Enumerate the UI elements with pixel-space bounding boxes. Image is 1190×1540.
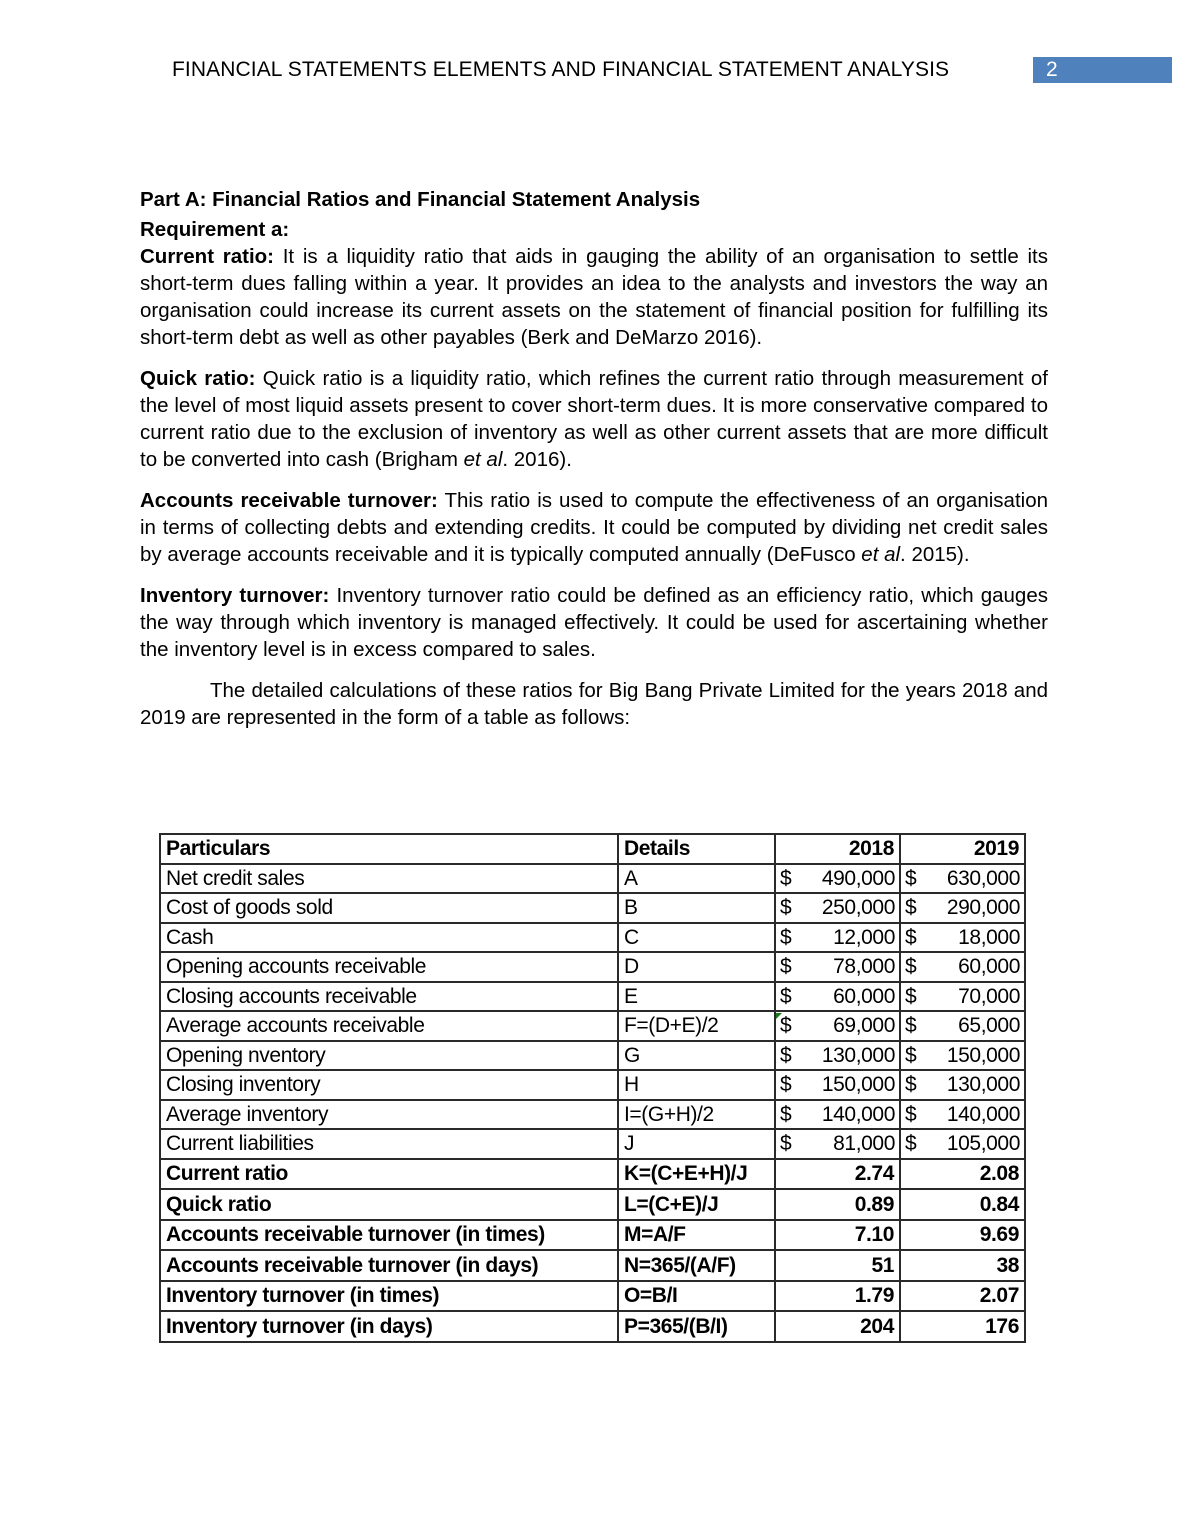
cell-detail: O=B/I — [618, 1281, 775, 1312]
page-header — [0, 57, 1190, 83]
cell-2019 — [900, 864, 1025, 894]
table-row — [160, 1311, 1025, 1342]
cell-2019 — [900, 1011, 1025, 1041]
currency-symbol: $ — [780, 984, 792, 1008]
cell-particular: Opening accounts receivable — [160, 952, 618, 982]
table-row — [160, 1220, 1025, 1251]
cell-value: 290,000 — [946, 896, 1020, 920]
cell-particular: Average accounts receivable — [160, 1011, 618, 1041]
cell-2018: 0.89 — [775, 1189, 900, 1220]
citation-etal: et al — [463, 448, 503, 471]
cell-2018: 204 — [775, 1311, 900, 1342]
cell-2019: 176 — [900, 1311, 1025, 1342]
cell-2019 — [900, 1100, 1025, 1130]
currency-symbol: $ — [780, 955, 792, 979]
definition-text: It is a liquidity ratio that aids in gauging the ability of an organisation to settle its short-term dues falling within a year. It provides an idea to the analysts and investors the way an organisation could increase its current assets on the statement of financial position for fulfilling its short-term debt as well as other payables (Berk and DeMarzo 2016). — [140, 245, 1048, 349]
currency-symbol: $ — [905, 1043, 917, 1067]
currency-symbol: $ — [905, 1102, 917, 1126]
table-row — [160, 1281, 1025, 1312]
table-row — [160, 1100, 1025, 1130]
citation-etal: et al — [861, 543, 901, 566]
cell-value: 69,000 — [833, 1014, 895, 1038]
cell-value: 130,000 — [946, 1073, 1020, 1097]
currency-symbol: $ — [905, 955, 917, 979]
cell-value: 105,000 — [946, 1132, 1020, 1156]
cell-detail: F=(D+E)/2 — [618, 1011, 775, 1041]
table-row — [160, 1070, 1025, 1100]
cell-value: 130,000 — [821, 1043, 895, 1067]
currency-symbol: $ — [905, 866, 917, 890]
table-header-row — [160, 834, 1025, 864]
table-row — [160, 982, 1025, 1012]
cell-particular: Cash — [160, 923, 618, 953]
currency-symbol: $ — [780, 866, 792, 890]
term-current-ratio: Current ratio: — [140, 245, 275, 268]
cell-value: 60,000 — [833, 984, 895, 1008]
cell-value: 81,000 — [833, 1132, 895, 1156]
currency-symbol: $ — [780, 1102, 792, 1126]
currency-symbol: $ — [905, 1132, 917, 1156]
table-row — [160, 1011, 1025, 1041]
paragraph-inventory-turnover — [140, 582, 1048, 663]
currency-symbol: $ — [780, 1073, 792, 1097]
cell-2018 — [775, 893, 900, 923]
cell-particular: Inventory turnover (in times) — [160, 1281, 618, 1312]
paragraph-table-intro: The detailed calculations of these ratios for Big Bang Private Limited for the years 2018 and 2019 are represented in the form of a table as follows: — [140, 679, 1048, 729]
cell-particular: Cost of goods sold — [160, 893, 618, 923]
requirement-heading: Requirement a: — [140, 218, 290, 241]
cell-2018 — [775, 1129, 900, 1159]
cell-detail: E — [618, 982, 775, 1012]
definition-text: This ratio is used to compute the effectiveness of an organisation in terms of collecting debts and extending credits. It could be computed by dividing net credit sales by average accounts receivable and it is typically computed annually (DeFusco — [140, 489, 1048, 566]
currency-symbol: $ — [905, 1014, 917, 1038]
currency-symbol: $ — [780, 1043, 792, 1067]
currency-symbol: $ — [780, 1014, 792, 1038]
running-header-title: FINANCIAL STATEMENTS ELEMENTS AND FINANCIAL STATEMENT ANALYSIS — [172, 58, 950, 81]
cell-2018 — [775, 982, 900, 1012]
cell-value: 490,000 — [821, 866, 895, 890]
definition-text: Quick ratio is a liquidity ratio, which refines the current ratio through measurement of the level of most liquid assets present to cover short-term dues. It is more conservative compared to current ratio due to the exclusion of inventory as well as other current assets that are more difficult to be converted into cash (Brigham — [140, 367, 1048, 471]
header-2018: 2018 — [775, 834, 900, 864]
cell-2019 — [900, 1129, 1025, 1159]
table-row — [160, 1129, 1025, 1159]
cell-2019 — [900, 923, 1025, 953]
cell-value: 140,000 — [821, 1102, 895, 1126]
header-particulars: Particulars — [160, 834, 618, 864]
cell-detail: P=365/(B/I) — [618, 1311, 775, 1342]
cell-particular: Average inventory — [160, 1100, 618, 1130]
cell-detail: N=365/(A/F) — [618, 1250, 775, 1281]
term-inventory-turnover: Inventory turnover: — [140, 584, 330, 607]
cell-value: 78,000 — [833, 955, 895, 979]
cell-value: 65,000 — [958, 1014, 1020, 1038]
cell-value: 150,000 — [946, 1043, 1020, 1067]
cell-detail: G — [618, 1041, 775, 1071]
cell-2018 — [775, 923, 900, 953]
term-quick-ratio: Quick ratio: — [140, 367, 256, 390]
table-row — [160, 1189, 1025, 1220]
cell-2019: 38 — [900, 1250, 1025, 1281]
cell-particular: Closing inventory — [160, 1070, 618, 1100]
currency-symbol: $ — [905, 984, 917, 1008]
cell-value: 12,000 — [833, 925, 895, 949]
header-2019: 2019 — [900, 834, 1025, 864]
cell-2019 — [900, 1041, 1025, 1071]
cell-2019 — [900, 952, 1025, 982]
cell-particular: Quick ratio — [160, 1189, 618, 1220]
citation-tail: . 2015). — [900, 543, 970, 566]
table-row — [160, 864, 1025, 894]
cell-detail: J — [618, 1129, 775, 1159]
cell-particular: Opening nventory — [160, 1041, 618, 1071]
cell-2018: 1.79 — [775, 1281, 900, 1312]
currency-symbol: $ — [780, 896, 792, 920]
cell-2018 — [775, 1041, 900, 1071]
cell-particular: Current ratio — [160, 1159, 618, 1190]
ratio-table — [159, 833, 1026, 1343]
citation-tail: . 2016). — [502, 448, 572, 471]
cell-2018 — [775, 952, 900, 982]
cell-value: 150,000 — [821, 1073, 895, 1097]
cell-detail: K=(C+E+H)/J — [618, 1159, 775, 1190]
table-row — [160, 1041, 1025, 1071]
header-details: Details — [618, 834, 775, 864]
cell-detail: A — [618, 864, 775, 894]
cell-2019 — [900, 1070, 1025, 1100]
currency-symbol: $ — [780, 1132, 792, 1156]
cell-2018 — [775, 1100, 900, 1130]
cell-2018: 51 — [775, 1250, 900, 1281]
part-heading: Part A: Financial Ratios and Financial Statement Analysis — [140, 188, 701, 211]
cell-particular: Accounts receivable turnover (in times) — [160, 1220, 618, 1251]
cell-particular: Net credit sales — [160, 864, 618, 894]
cell-detail: B — [618, 893, 775, 923]
cell-comment-indicator — [776, 1013, 782, 1019]
cell-2018: 7.10 — [775, 1220, 900, 1251]
cell-2019 — [900, 893, 1025, 923]
cell-value: 250,000 — [821, 896, 895, 920]
cell-value: 140,000 — [946, 1102, 1020, 1126]
cell-2018: 2.74 — [775, 1159, 900, 1190]
cell-detail: D — [618, 952, 775, 982]
cell-detail: C — [618, 923, 775, 953]
page-number: 2 — [1046, 58, 1058, 81]
cell-detail: L=(C+E)/J — [618, 1189, 775, 1220]
paragraph-ar-turnover — [140, 487, 1048, 568]
table-row — [160, 893, 1025, 923]
paragraph-current-ratio — [140, 243, 1048, 351]
cell-2018 — [775, 1070, 900, 1100]
cell-particular: Closing accounts receivable — [160, 982, 618, 1012]
cell-2019 — [900, 982, 1025, 1012]
cell-detail: I=(G+H)/2 — [618, 1100, 775, 1130]
cell-2019: 2.08 — [900, 1159, 1025, 1190]
currency-symbol: $ — [780, 925, 792, 949]
paragraph-quick-ratio — [140, 365, 1048, 473]
currency-symbol: $ — [905, 896, 917, 920]
term-ar-turnover: Accounts receivable turnover: — [140, 489, 438, 512]
cell-detail: M=A/F — [618, 1220, 775, 1251]
cell-2018 — [775, 864, 900, 894]
cell-2019: 2.07 — [900, 1281, 1025, 1312]
cell-value: 60,000 — [958, 955, 1020, 979]
cell-value: 70,000 — [958, 984, 1020, 1008]
cell-2019: 9.69 — [900, 1220, 1025, 1251]
cell-particular: Accounts receivable turnover (in days) — [160, 1250, 618, 1281]
currency-symbol: $ — [905, 1073, 917, 1097]
cell-2019: 0.84 — [900, 1189, 1025, 1220]
cell-particular: Current liabilities — [160, 1129, 618, 1159]
cell-particular: Inventory turnover (in days) — [160, 1311, 618, 1342]
table-row — [160, 952, 1025, 982]
table-row — [160, 1250, 1025, 1281]
cell-value: 18,000 — [958, 925, 1020, 949]
cell-detail: H — [618, 1070, 775, 1100]
currency-symbol: $ — [905, 925, 917, 949]
table-row — [160, 1159, 1025, 1190]
definition-text: Inventory turnover ratio could be defined as an efficiency ratio, which gauges the way through which inventory is managed effectively. It could be used for ascertaining whether the inventory level is in excess compared to sales. — [140, 584, 1048, 661]
cell-value: 630,000 — [946, 866, 1020, 890]
page-number-badge — [1033, 57, 1172, 83]
table-row — [160, 923, 1025, 953]
document-body — [140, 186, 1048, 745]
cell-2018 — [775, 1011, 900, 1041]
